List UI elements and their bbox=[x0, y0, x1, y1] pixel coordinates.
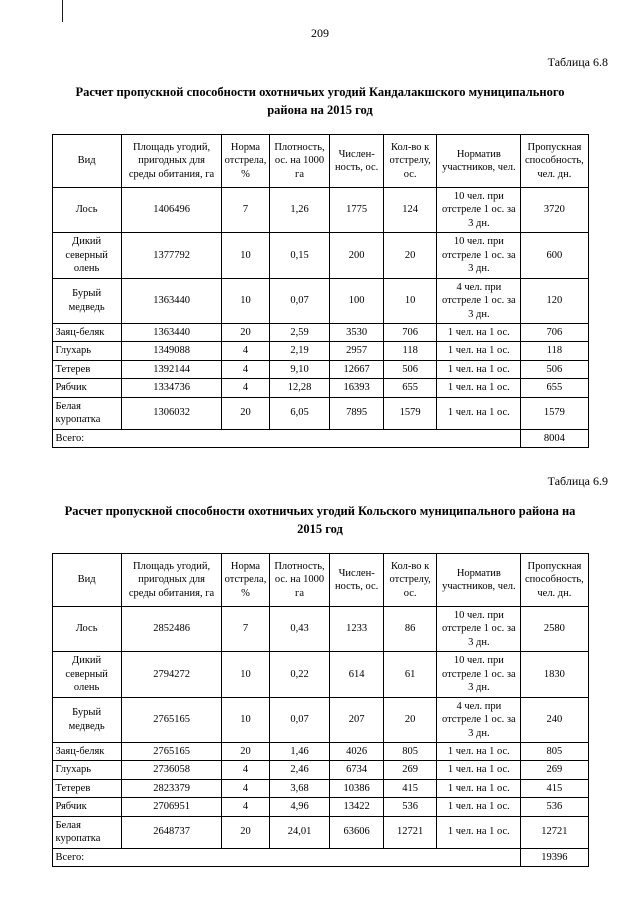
table-cell: 655 bbox=[521, 379, 588, 397]
table-cell: 10 bbox=[222, 233, 269, 278]
table-cell: 2794272 bbox=[121, 652, 222, 697]
table-cell: 63606 bbox=[330, 816, 383, 848]
table-cell: 12721 bbox=[383, 816, 436, 848]
table-cell: 4 чел. при отстреле 1 ос. за 3 дн. bbox=[437, 697, 521, 742]
table-cell: Белая куропатка bbox=[52, 816, 121, 848]
table-cell: 0,15 bbox=[269, 233, 330, 278]
table-cell: 1334736 bbox=[121, 379, 222, 397]
table-cell: Бурый медведь bbox=[52, 697, 121, 742]
table-cell: 207 bbox=[330, 697, 383, 742]
page-number: 209 bbox=[311, 26, 329, 40]
table-cell: 600 bbox=[521, 233, 588, 278]
table-cell: 1 чел. на 1 ос. bbox=[437, 379, 521, 397]
table-cell: 1775 bbox=[330, 188, 383, 233]
table-cell: 12721 bbox=[521, 816, 588, 848]
table-cell: 200 bbox=[330, 233, 383, 278]
table-cell: 1363440 bbox=[121, 323, 222, 341]
table-cell: Заяц-беляк bbox=[52, 323, 121, 341]
table-cell: 1392144 bbox=[121, 360, 222, 378]
table-cell: 2580 bbox=[521, 607, 588, 652]
table-row bbox=[52, 323, 588, 341]
table-cell: 2957 bbox=[330, 342, 383, 360]
table-section-6-8 bbox=[0, 55, 640, 448]
column-header: Кол-во к отстрелу, ос. bbox=[383, 554, 436, 607]
table-cell: 16393 bbox=[330, 379, 383, 397]
table-row bbox=[52, 761, 588, 779]
table-cell: 4 bbox=[222, 360, 269, 378]
table-cell: 614 bbox=[330, 652, 383, 697]
table-title: Расчет пропускной способности охотничьих угодий Кандалакшского муниципального района на 2015 год bbox=[75, 85, 565, 117]
column-header: Кол-во к отстрелу, ос. bbox=[383, 135, 436, 188]
table-cell: Бурый медведь bbox=[52, 278, 121, 323]
table-cell: 1233 bbox=[330, 607, 383, 652]
column-header: Норматив участников, чел. bbox=[437, 554, 521, 607]
table-cell: 7 bbox=[222, 188, 269, 233]
table-row bbox=[52, 360, 588, 378]
column-header: Пропускная способность, чел. дн. bbox=[521, 135, 588, 188]
table-row bbox=[52, 379, 588, 397]
column-header: Вид bbox=[52, 135, 121, 188]
table-cell: 7 bbox=[222, 607, 269, 652]
table-cell: 506 bbox=[383, 360, 436, 378]
table-cell: 3530 bbox=[330, 323, 383, 341]
table-cell: 20 bbox=[383, 233, 436, 278]
table-cell: 1579 bbox=[521, 397, 588, 429]
column-header: Норматив участников, чел. bbox=[437, 135, 521, 188]
table-cell: Лось bbox=[52, 607, 121, 652]
table-cell: 10 bbox=[222, 278, 269, 323]
table-row bbox=[52, 278, 588, 323]
column-header: Площадь угодий, пригодных для среды обитания, га bbox=[121, 135, 222, 188]
table-cell: 506 bbox=[521, 360, 588, 378]
table-cell: 1 чел. на 1 ос. bbox=[437, 342, 521, 360]
table-cell: 2765165 bbox=[121, 697, 222, 742]
table-cell: Тетерев bbox=[52, 779, 121, 797]
table-cell: 706 bbox=[521, 323, 588, 341]
total-label: Всего: bbox=[52, 429, 521, 447]
table-cell: Дикий северный олень bbox=[52, 233, 121, 278]
table-cell: Заяц-беляк bbox=[52, 742, 121, 760]
table-cell: Рябчик bbox=[52, 379, 121, 397]
table-cell: 2852486 bbox=[121, 607, 222, 652]
table-cell: 0,22 bbox=[269, 652, 330, 697]
table-cell: Лось bbox=[52, 188, 121, 233]
table-cell: 4 bbox=[222, 798, 269, 816]
table-cell: 9,10 bbox=[269, 360, 330, 378]
table-cell: 655 bbox=[383, 379, 436, 397]
table-cell: 805 bbox=[521, 742, 588, 760]
table-cell: 24,01 bbox=[269, 816, 330, 848]
table-cell: 118 bbox=[521, 342, 588, 360]
column-header: Вид bbox=[52, 554, 121, 607]
total-label: Всего: bbox=[52, 848, 521, 866]
capacity-table-kandalaksha bbox=[52, 134, 589, 448]
table-row bbox=[52, 742, 588, 760]
table-cell: Тетерев bbox=[52, 360, 121, 378]
table-cell: 415 bbox=[383, 779, 436, 797]
table-cell: 269 bbox=[521, 761, 588, 779]
table-row bbox=[52, 816, 588, 848]
table-cell: 3,68 bbox=[269, 779, 330, 797]
column-header: Численность, ос. bbox=[330, 554, 383, 607]
column-header: Норма отстрела, % bbox=[222, 554, 269, 607]
table-cell: 1363440 bbox=[121, 278, 222, 323]
column-header: Пропускная способность, чел. дн. bbox=[521, 554, 588, 607]
table-cell: 10 чел. при отстреле 1 ос. за 3 дн. bbox=[437, 188, 521, 233]
table-cell: 12667 bbox=[330, 360, 383, 378]
table-row bbox=[52, 397, 588, 429]
table-cell: 1 чел. на 1 ос. bbox=[437, 761, 521, 779]
table-cell: Дикий северный олень bbox=[52, 652, 121, 697]
capacity-table-kolsky bbox=[52, 553, 589, 867]
table-cell: 2823379 bbox=[121, 779, 222, 797]
table-cell: 4 bbox=[222, 779, 269, 797]
table-cell: 100 bbox=[330, 278, 383, 323]
table-cell: 1 чел. на 1 ос. bbox=[437, 742, 521, 760]
table-cell: 10386 bbox=[330, 779, 383, 797]
header-row bbox=[52, 135, 588, 188]
table-cell: 1830 bbox=[521, 652, 588, 697]
table-cell: 124 bbox=[383, 188, 436, 233]
table-cell: Белая куропатка bbox=[52, 397, 121, 429]
table-cell: 1 чел. на 1 ос. bbox=[437, 779, 521, 797]
table-cell: 2736058 bbox=[121, 761, 222, 779]
table-cell: 20 bbox=[222, 323, 269, 341]
table-row bbox=[52, 342, 588, 360]
table-row bbox=[52, 798, 588, 816]
table-cell: 7895 bbox=[330, 397, 383, 429]
table-cell: 86 bbox=[383, 607, 436, 652]
table-cell: 2,59 bbox=[269, 323, 330, 341]
table-cell: 4 bbox=[222, 342, 269, 360]
table-cell: 1 чел. на 1 ос. bbox=[437, 397, 521, 429]
table-cell: Глухарь bbox=[52, 761, 121, 779]
table-cell: 1 чел. на 1 ос. bbox=[437, 323, 521, 341]
table-cell: 20 bbox=[222, 816, 269, 848]
table-cell: 1 чел. на 1 ос. bbox=[437, 360, 521, 378]
table-section-6-9 bbox=[0, 474, 640, 867]
table-cell: 1406496 bbox=[121, 188, 222, 233]
table-label: Таблица 6.8 bbox=[547, 55, 608, 69]
table-cell: 6,05 bbox=[269, 397, 330, 429]
table-cell: 4 чел. при отстреле 1 ос. за 3 дн. bbox=[437, 278, 521, 323]
table-cell: 6734 bbox=[330, 761, 383, 779]
total-value: 19396 bbox=[521, 848, 588, 866]
table-cell: 1579 bbox=[383, 397, 436, 429]
table-cell: 2648737 bbox=[121, 816, 222, 848]
table-cell: 2,46 bbox=[269, 761, 330, 779]
table-cell: 118 bbox=[383, 342, 436, 360]
column-header: Площадь угодий, пригодных для среды обитания, га bbox=[121, 554, 222, 607]
table-cell: Глухарь bbox=[52, 342, 121, 360]
table-cell: 13422 bbox=[330, 798, 383, 816]
table-cell: 2706951 bbox=[121, 798, 222, 816]
table-label: Таблица 6.9 bbox=[547, 474, 608, 488]
table-cell: 1 чел. на 1 ос. bbox=[437, 816, 521, 848]
table-row bbox=[52, 697, 588, 742]
header-row bbox=[52, 554, 588, 607]
table-cell: 2765165 bbox=[121, 742, 222, 760]
table-title: Расчет пропускной способности охотничьих угодий Кольского муниципального района на 2015 год bbox=[64, 504, 576, 536]
table-cell: 269 bbox=[383, 761, 436, 779]
table-cell: 20 bbox=[222, 397, 269, 429]
table-cell: 1,26 bbox=[269, 188, 330, 233]
table-cell: 10 bbox=[222, 697, 269, 742]
table-cell: 10 bbox=[383, 278, 436, 323]
table-cell: 415 bbox=[521, 779, 588, 797]
table-cell: 1,46 bbox=[269, 742, 330, 760]
table-cell: 536 bbox=[383, 798, 436, 816]
scan-artifact-line bbox=[62, 0, 63, 22]
table-cell: 10 bbox=[222, 652, 269, 697]
table-row bbox=[52, 233, 588, 278]
table-cell: 61 bbox=[383, 652, 436, 697]
table-cell: 706 bbox=[383, 323, 436, 341]
table-cell: 20 bbox=[383, 697, 436, 742]
table-cell: 1349088 bbox=[121, 342, 222, 360]
table-cell: 0,07 bbox=[269, 278, 330, 323]
table-cell: 0,43 bbox=[269, 607, 330, 652]
table-cell: 805 bbox=[383, 742, 436, 760]
table-cell: 2,19 bbox=[269, 342, 330, 360]
table-row bbox=[52, 607, 588, 652]
table-cell: 1 чел. на 1 ос. bbox=[437, 798, 521, 816]
table-row bbox=[52, 188, 588, 233]
table-cell: 3720 bbox=[521, 188, 588, 233]
table-cell: 1306032 bbox=[121, 397, 222, 429]
table-cell: 12,28 bbox=[269, 379, 330, 397]
table-cell: 10 чел. при отстреле 1 ос. за 3 дн. bbox=[437, 233, 521, 278]
table-cell: Рябчик bbox=[52, 798, 121, 816]
table-cell: 4 bbox=[222, 379, 269, 397]
table-cell: 4026 bbox=[330, 742, 383, 760]
total-row bbox=[52, 429, 588, 447]
table-row bbox=[52, 779, 588, 797]
table-cell: 120 bbox=[521, 278, 588, 323]
table-cell: 240 bbox=[521, 697, 588, 742]
table-cell: 20 bbox=[222, 742, 269, 760]
column-header: Плотность, ос. на 1000 га bbox=[269, 135, 330, 188]
column-header: Норма отстрела, % bbox=[222, 135, 269, 188]
table-cell: 1377792 bbox=[121, 233, 222, 278]
table-cell: 536 bbox=[521, 798, 588, 816]
table-cell: 10 чел. при отстреле 1 ос. за 3 дн. bbox=[437, 607, 521, 652]
table-cell: 4 bbox=[222, 761, 269, 779]
column-header: Численность, ос. bbox=[330, 135, 383, 188]
total-value: 8004 bbox=[521, 429, 588, 447]
table-cell: 0,07 bbox=[269, 697, 330, 742]
table-row bbox=[52, 652, 588, 697]
table-cell: 4,96 bbox=[269, 798, 330, 816]
total-row bbox=[52, 848, 588, 866]
column-header: Плотность, ос. на 1000 га bbox=[269, 554, 330, 607]
table-cell: 10 чел. при отстреле 1 ос. за 3 дн. bbox=[437, 652, 521, 697]
